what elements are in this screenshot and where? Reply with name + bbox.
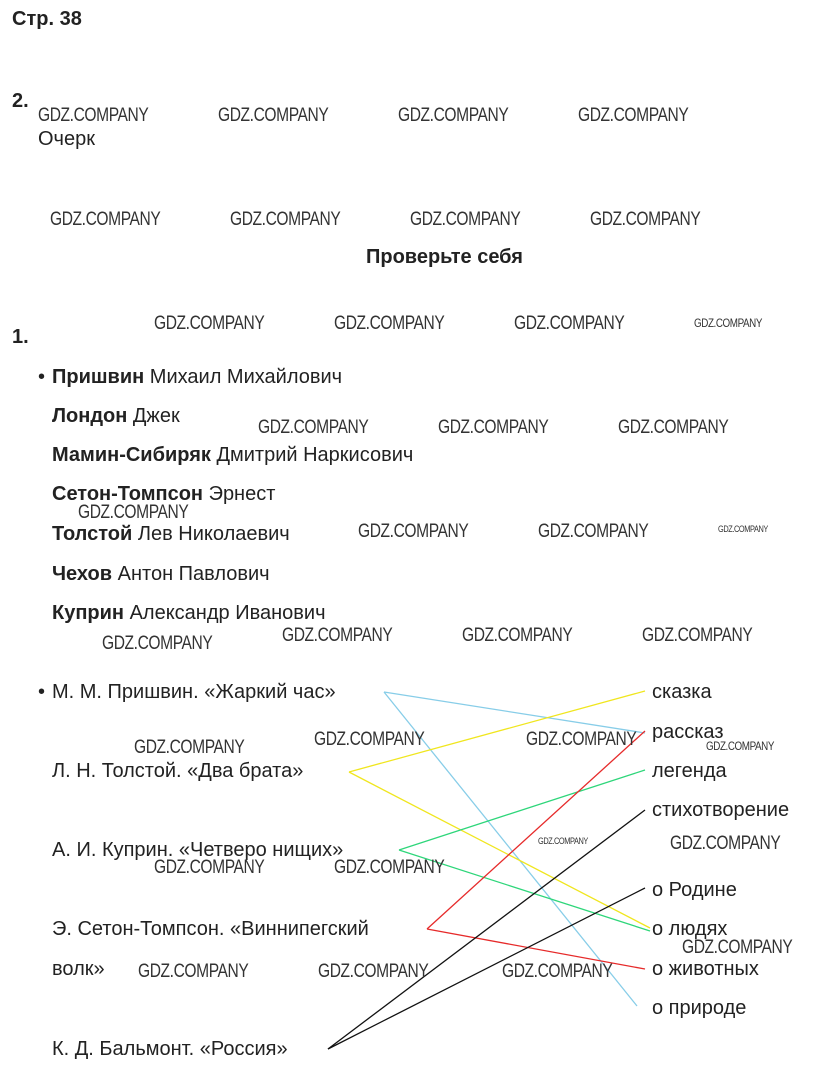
author-surname: Лондон [52,405,128,427]
genre-item: сказка [652,681,712,703]
work-item-continued: волк» [52,958,105,980]
author-surname: Пришвин [52,366,145,388]
watermark: GDZ.COMPANY [502,961,613,982]
line-balmont-stikh [328,810,645,1049]
watermark: GDZ.COMPANY [438,417,549,438]
watermark: GDZ.COMPANY [154,313,265,334]
work-item: К. Д. Бальмонт. «Россия» [52,1038,288,1060]
watermark: GDZ.COMPANY [154,857,265,878]
work-item: А. И. Куприн. «Четверо нищих» [52,839,344,861]
watermark: GDZ.COMPANY [334,857,445,878]
watermark: GDZ.COMPANY [514,313,625,334]
work-item: Э. Сетон-Томпсон. «Виннипегский [52,918,369,940]
author-name: Джек [132,405,180,427]
watermark: GDZ.COMPANY [282,625,393,646]
watermark: GDZ.COMPANY [538,521,649,542]
watermark: GDZ.COMPANY [590,209,701,230]
author-name: Эрнест [208,483,276,505]
author-name: Дмитрий Наркисович [216,444,414,466]
author-name: Михаил Михайлович [149,366,343,388]
genre-item: легенда [652,760,727,782]
work-item: Л. Н. Толстой. «Два брата» [52,760,304,782]
watermark: GDZ.COMPANY [538,836,588,846]
section-heading: Проверьте себя [366,246,523,268]
watermark: GDZ.COMPANY [618,417,729,438]
watermark: GDZ.COMPANY [334,313,445,334]
genre-item: стихотворение [652,799,790,821]
page-label: Стр. 38 [12,8,82,30]
watermark: GDZ.COMPANY [230,209,341,230]
watermark: GDZ.COMPANY [134,737,245,758]
task-2-answer: Очерк [38,128,95,150]
author-surname: Чехов [52,563,113,585]
authors-bullet: • [38,366,46,388]
author-name: Антон Павлович [117,563,270,585]
work-item: М. М. Пришвин. «Жаркий час» [52,681,336,703]
watermark: GDZ.COMPANY [526,729,637,750]
watermark: GDZ.COMPANY [718,524,768,534]
watermark: GDZ.COMPANY [398,105,509,126]
author-surname: Сетон-Томпсон [52,483,203,505]
watermark: GDZ.COMPANY [358,521,469,542]
watermark: GDZ.COMPANY [38,105,149,126]
watermark: GDZ.COMPANY [50,209,161,230]
genre-item: о Родине [652,879,737,901]
watermark: GDZ.COMPANY [670,833,781,854]
watermark: GDZ.COMPANY [218,105,329,126]
author-surname: Толстой [52,523,133,545]
watermark: GDZ.COMPANY [314,729,425,750]
task-2-number: 2. [12,90,29,112]
watermark: GDZ.COMPANY [258,417,369,438]
genre-item: рассказ [652,721,724,743]
genre-item: о природе [652,997,747,1019]
watermark: GDZ.COMPANY [318,961,429,982]
author-surname: Мамин-Сибиряк [52,444,211,466]
author-name: Лев Николаевич [137,523,290,545]
watermark: GDZ.COMPANY [138,961,249,982]
watermark: GDZ.COMPANY [706,739,775,753]
genre-item: о животных [652,958,759,980]
task-1-number: 1. [12,326,29,348]
author-name: Александр Иванович [129,602,326,624]
watermark: GDZ.COMPANY [694,316,763,330]
genre-item: о людях [652,918,728,940]
watermark: GDZ.COMPANY [102,633,213,654]
watermark: GDZ.COMPANY [642,625,753,646]
watermark: GDZ.COMPANY [78,502,189,523]
watermark: GDZ.COMPANY [410,209,521,230]
watermark: GDZ.COMPANY [578,105,689,126]
author-surname: Куприн [52,602,125,624]
watermark: GDZ.COMPANY [462,625,573,646]
watermark: GDZ.COMPANY [682,937,793,958]
line-tolstoy-lyudi [349,772,650,928]
works-bullet: • [38,681,46,703]
